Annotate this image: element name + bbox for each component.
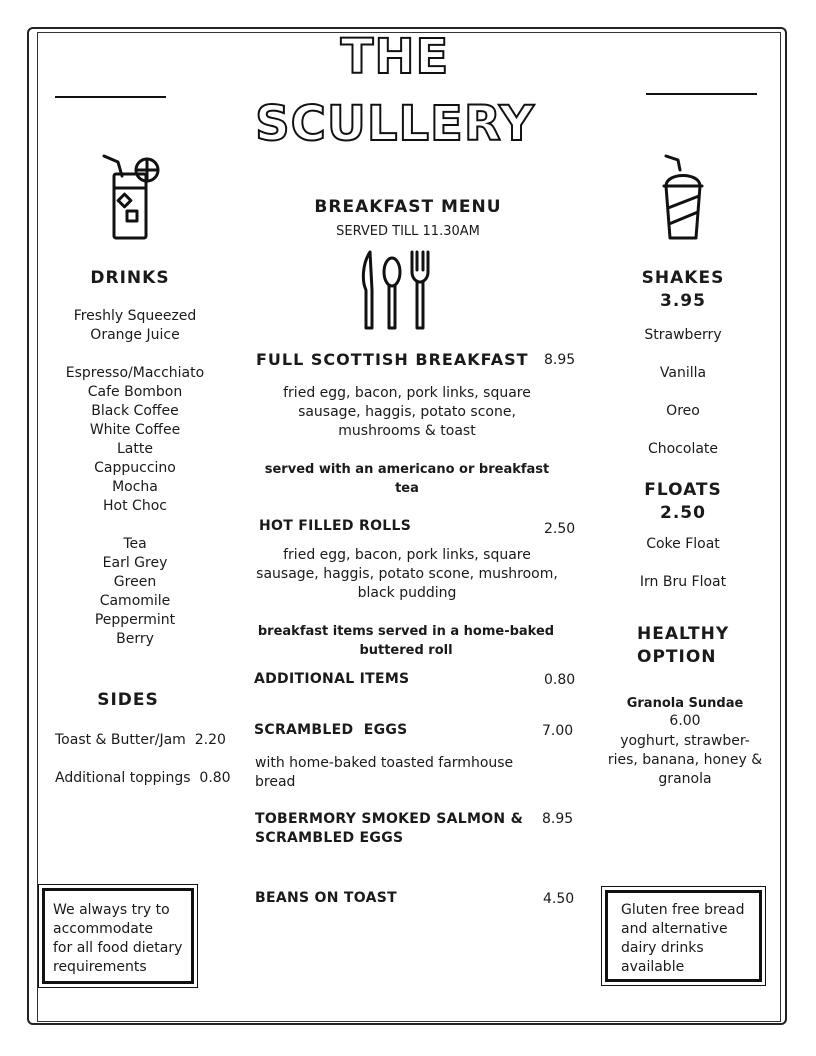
shake-item: Strawberry <box>644 327 722 343</box>
side-item <box>55 731 226 750</box>
item-price: 2.50 <box>544 521 576 537</box>
item-price: 7.00 <box>542 723 574 739</box>
shake-item: Oreo <box>666 403 700 419</box>
float-item: Irn Bru Float <box>639 574 727 590</box>
healthy-heading-1: HEALTHY <box>637 624 730 644</box>
item-price: 0.80 <box>544 672 576 688</box>
item-name <box>255 810 523 848</box>
notice-line: requirements <box>53 959 147 975</box>
title-line-1: THE <box>340 29 450 85</box>
side-item-name: Additional toppings <box>55 770 191 786</box>
item-description: fried egg, bacon, pork links, square sausage, haggis, potato scone, mushrooms & toast <box>283 385 531 439</box>
drink-spacer <box>45 345 225 364</box>
notice-line: and alternative <box>621 921 728 937</box>
item-name: SCRAMBLED EGGS <box>254 722 408 738</box>
drink-glass-icon <box>100 154 164 244</box>
healthy-desc-line: ries, banana, honey & <box>607 752 763 768</box>
item-price: 8.95 <box>542 811 574 827</box>
drink-item: Mocha <box>112 479 158 495</box>
drink-item: Cafe Bombon <box>87 384 183 400</box>
item-note: served with an americano or breakfast tea <box>264 462 550 496</box>
served-time: SERVED TILL 11.30AM <box>336 224 480 239</box>
side-item <box>55 769 231 788</box>
side-item-name: Toast & Butter/Jam <box>55 732 186 748</box>
notice-line: for all food dietary <box>53 940 183 956</box>
shakes-heading: SHAKES <box>641 268 725 288</box>
shake-cup-icon <box>658 154 708 244</box>
drink-item: Orange Juice <box>90 327 180 343</box>
healthy-description <box>600 732 770 789</box>
item-price: 8.95 <box>544 352 576 368</box>
notice-line: available <box>621 959 685 975</box>
healthy-desc-line: yoghurt, strawber- <box>620 733 750 749</box>
drink-item: Berry <box>116 631 154 647</box>
side-item-price: 2.20 <box>194 732 226 748</box>
item-name-line: TOBERMORY SMOKED SALMON & <box>255 811 524 827</box>
item-name: FULL SCOTTISH BREAKFAST <box>256 350 529 369</box>
healthy-name: Granola Sundae <box>626 696 744 711</box>
drink-item: Latte <box>117 441 153 457</box>
drink-item: Espresso/Macchiato <box>65 365 205 381</box>
drink-item: Hot Choc <box>103 498 167 514</box>
drink-item: Earl Grey <box>102 555 168 571</box>
drinks-heading: DRINKS <box>90 268 170 288</box>
drink-item: Black Coffee <box>91 403 179 419</box>
drink-spacer <box>45 516 225 535</box>
shake-item: Vanilla <box>659 365 707 381</box>
shakes-list <box>613 326 753 459</box>
item-name: ADDITIONAL ITEMS <box>254 671 410 687</box>
healthy-heading-2: OPTION <box>637 647 717 667</box>
drink-item: Camomile <box>99 593 171 609</box>
floats-price: 2.50 <box>660 503 706 523</box>
item-name: BEANS ON TOAST <box>255 890 397 906</box>
drink-item: Freshly Squeezed <box>73 308 197 324</box>
drink-item: Peppermint <box>94 612 176 628</box>
healthy-desc-line: granola <box>658 771 712 787</box>
right-title-rule <box>646 93 757 95</box>
sides-heading: SIDES <box>97 690 159 710</box>
drink-item: Cappuccino <box>94 460 176 476</box>
item-name-line: SCRAMBLED EGGS <box>255 830 404 846</box>
notice-line: accommodate <box>53 921 153 937</box>
side-item-price: 0.80 <box>199 770 231 786</box>
item-description: with home-baked toasted farmhouse bread <box>255 755 514 790</box>
item-price: 4.50 <box>543 891 575 907</box>
gluten-free-notice-box <box>605 890 762 982</box>
item-description: fried egg, bacon, pork links, square sausage, haggis, potato scone, mushroom, black pudding <box>256 547 558 601</box>
notice-line: Gluten free bread <box>621 902 745 918</box>
healthy-price: 6.00 <box>669 713 701 729</box>
notice-line: We always try to <box>53 902 170 918</box>
cutlery-icon <box>358 248 434 334</box>
shake-item: Chocolate <box>647 441 719 457</box>
float-item: Coke Float <box>646 536 720 552</box>
menu-title: BREAKFAST MENU <box>314 197 502 217</box>
drink-item: Tea <box>123 536 147 552</box>
left-title-rule <box>55 96 166 98</box>
drink-item: Green <box>113 574 157 590</box>
notice-line: dairy drinks <box>621 940 704 956</box>
item-name: HOT FILLED ROLLS <box>259 518 412 534</box>
item-note: breakfast items served in a home-baked buttered roll <box>257 624 555 658</box>
drink-item: White Coffee <box>89 422 181 438</box>
title-line-2: SCULLERY <box>255 96 535 152</box>
dietary-notice-box <box>42 888 194 984</box>
drinks-list <box>45 307 225 649</box>
floats-heading: FLOATS <box>644 480 722 500</box>
shakes-price: 3.95 <box>660 291 706 311</box>
